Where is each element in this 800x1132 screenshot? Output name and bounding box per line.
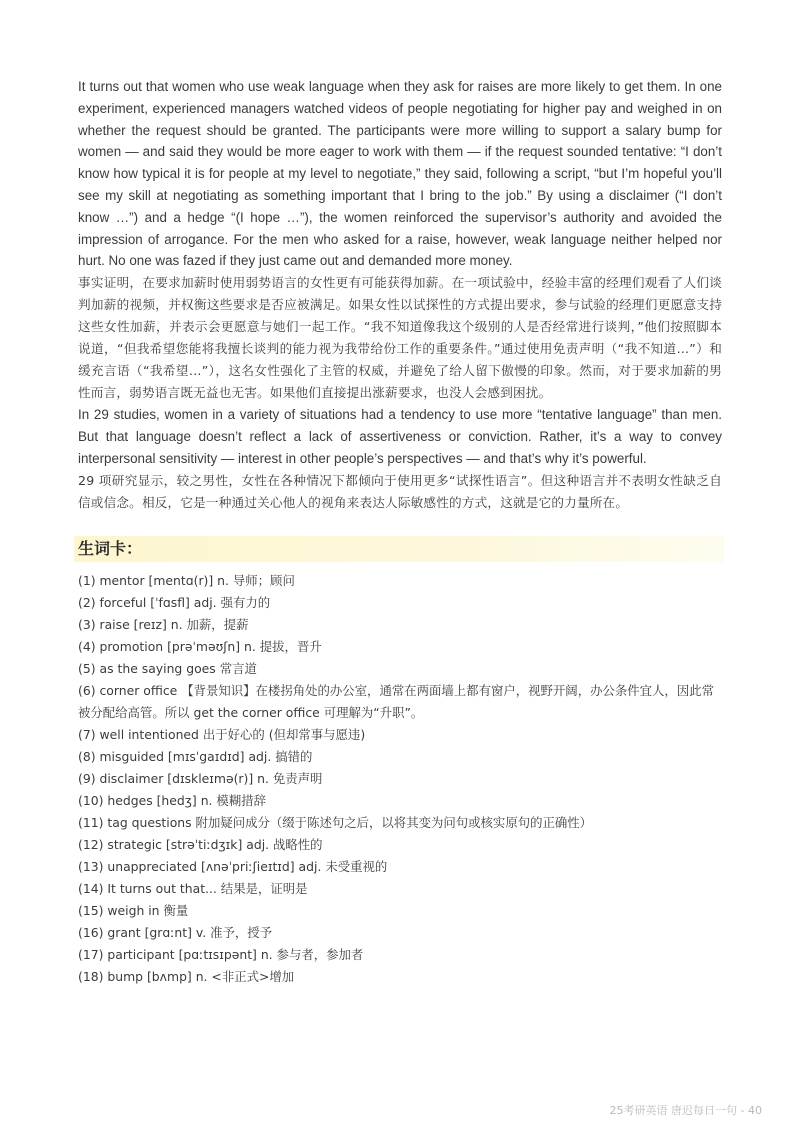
vocab-list: [78, 570, 722, 988]
vocab-item: (17) participant [pɑːtɪsɪpənt] n. 参与者，参加者: [78, 946, 364, 962]
vocab-heading-bar: [78, 534, 722, 564]
vocab-item: (6) corner office 【背景知识】在楼拐角处的办公室，通常在两面墙上都有窗户，视野开阔，办公条件宜人，因此常被分配给高管。所以 get the corner office 可理解为“升职”。: [78, 682, 714, 720]
vocab-item: (12) strategic [strəˈtiːdʒɪk] adj. 战略性的: [78, 836, 323, 852]
vocab-item: (2) forceful [ˈfɑsfl] adj. 强有力的: [78, 594, 271, 610]
vocab-item: (3) raise [reɪz] n. 加薪，提薪: [78, 616, 249, 632]
vocab-item: (14) It turns out that... 结果是，证明是: [78, 880, 308, 896]
vocab-item: (11) tag questions 附加疑问成分（缀于陈述句之后，以将其变为问句或核实原句的正确性）: [78, 814, 593, 830]
vocab-item: (13) unappreciated [ʌnəˈpriːʃieɪtɪd] adj. 未受重视的: [78, 858, 388, 874]
vocab-item: (9) disclaimer [dɪskleɪmə(r)] n. 免责声明: [78, 770, 323, 786]
paragraph-chinese-2: 29 项研究显示，较之男性，女性在各种情况下都倾向于使用更多“试探性语言”。但这种语言并不表明女性缺乏自信或信念。相反，它是一种通过关心他人的视角来表达人际敏感性的方式，这就是它的力量所在。: [78, 472, 722, 510]
paragraph-english-1: It turns out that women who use weak language when they ask for raises are more likely to get them. In one experiment, experienced managers watched videos of people negotiating for higher pay and weighed in on whether the request should be granted. The participants were more willing to support a salary bump for women — and said they would be more eager to work with them — if the request sounded tentative: “I don’t know how typical it is for people at my level to negotiate,” they said, following a script, “but I’m hopeful you’ll see my skill at negotiating as something important that I bring to the job.” By using a disclaimer (“I don’t know …”) and a hedge “(I hope …”), the women reinforced the supervisor’s authority and avoided the impression of arrogance. For the men who asked for a raise, however, weak language neither helped nor hurt. No one was fazed if they just came out and demanded more money.: [78, 79, 722, 269]
vocab-item: (8) misguided [mɪsˈgaɪdɪd] adj. 搞错的: [78, 748, 313, 764]
vocab-item: (18) bump [bʌmp] n. <非正式>增加: [78, 968, 295, 984]
paragraph-chinese-1: 事实证明，在要求加薪时使用弱势语言的女性更有可能获得加薪。在一项试验中，经验丰富的经理们观看了人们谈判加薪的视频，并权衡这些要求是否应被满足。如果女性以试探性的方式提出要求，参与试验的经理们更愿意支持这些女性加薪，并表示会更愿意与她们一起工作。“我不知道像我这个级别的人是否经常进行谈判，”他们按照脚本说道，“但我希望您能将我擅长谈判的能力视为我带给份工作的重要条件。”通过使用免责声明（“我不知道…”）和缓充言语（“我希望…”），这名女性强化了主管的权威，并避免了给人留下傲慢的印象。然而，对于要求加薪的男性而言，弱势语言既无益也无害。如果他们直接提出涨薪要求，也没人会感到困扰。: [78, 275, 722, 401]
vocab-item: (15) weigh in 衡量: [78, 902, 189, 918]
vocab-item: (1) mentor [mentɑ(r)] n. 导师；顾问: [78, 572, 295, 588]
vocab-item: (16) grant [grɑːnt] v. 准予，授予: [78, 924, 273, 940]
vocab-heading: 生词卡：: [78, 538, 143, 558]
paragraph-english-2: In 29 studies, women in a variety of situations had a tendency to use more “tentative language” than men. But that language doesn’t reflect a lack of assertiveness or conviction. Rather, it’s a way to convey interpersonal sensitivity — interest in other people’s perspectives — and that’s why it’s powerful.: [78, 407, 722, 466]
vocab-item: (4) promotion [prəˈməʊʃn] n. 提拔，晋升: [78, 638, 322, 654]
vocab-item: (10) hedges [hedʒ] n. 模糊措辞: [78, 792, 266, 808]
vocab-item: (7) well intentioned 出于好心的 (但却常事与愿违): [78, 726, 366, 742]
page-footer: 25考研英语 唐迟每日一句 - 40: [609, 1104, 762, 1117]
vocab-item: (5) as the saying goes 常言道: [78, 660, 257, 676]
